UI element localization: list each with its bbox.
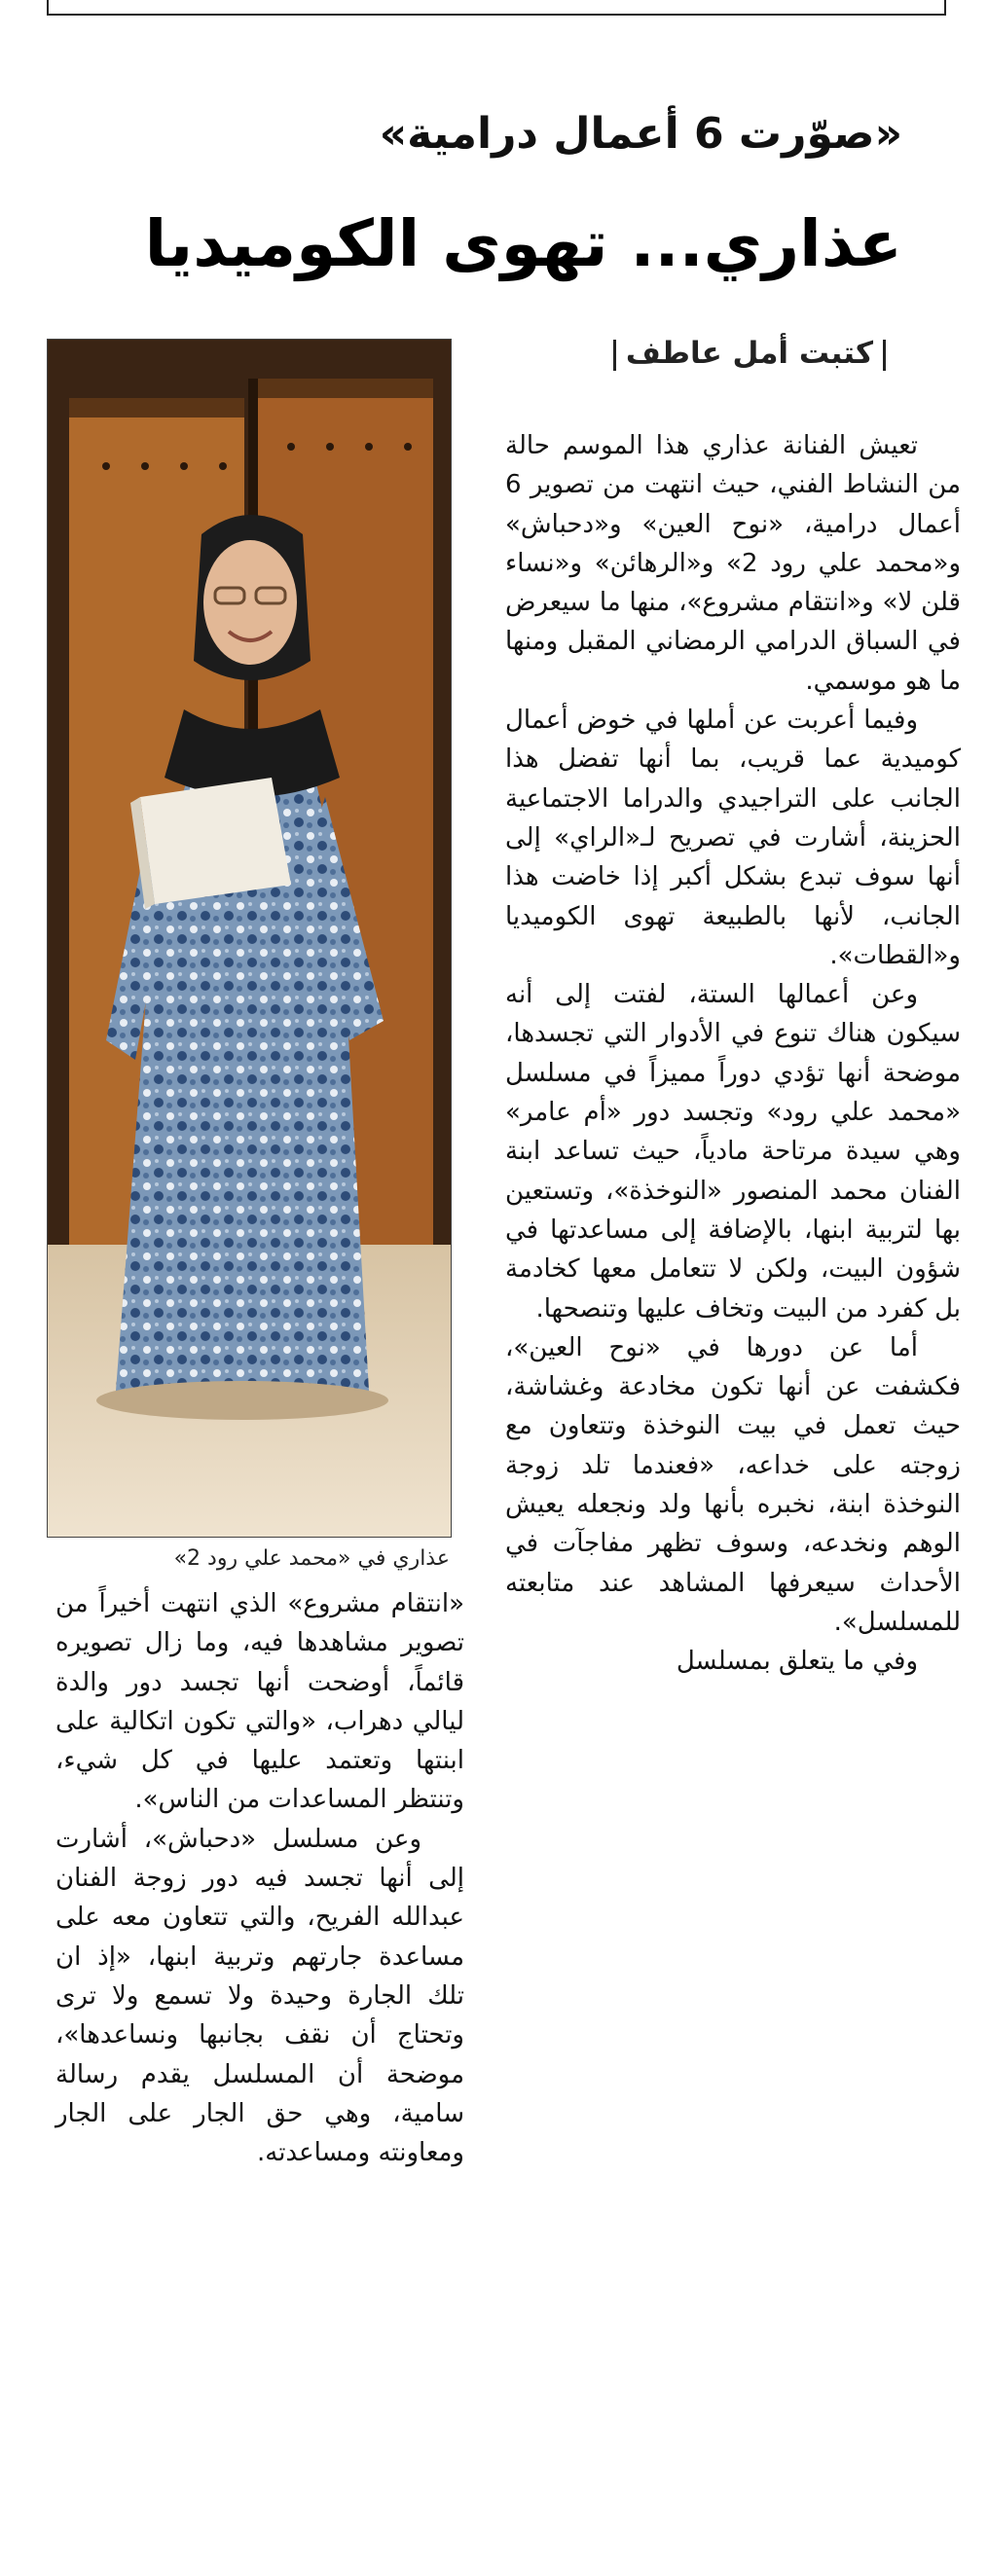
article-kicker: «صوّرت 6 أعمال درامية» xyxy=(379,109,902,159)
byline-bar xyxy=(613,340,616,371)
paragraph: «انتقام مشروع» الذي انتهت أخيراً من تصوير مشاهدها فيه، وما زال تصويره قائماً، أوضحت أنها تجسد دور والدة ليالي دهراب، «والتي تكون اتكالية على ابنتها وتعتمد عليها في كل شيء، وتنتظر المساعدات من الناس». xyxy=(55,1589,464,1815)
paragraph: وفي ما يتعلق بمسلسل xyxy=(676,1647,918,1677)
paragraph: أما عن دورها في «نوح العين»، فكشفت عن أنها تكون مخادعة وغشاشة، حيث تعمل في بيت النوخذة وتتعاون مع زوجته على خداعه، «فعندما تلد زوجة النوخذة ابنة، نخبره بأنها ولد ونجعله يعيش الوهم ونخدعه، وسوف تظهر مفاجآت في الأحداث سيعرفها المشاهد عند متابعته للمسلسل». xyxy=(505,1332,961,1637)
byline-text: كتبت أمل عاطف xyxy=(625,336,873,371)
photo-caption: عذاري في «محمد علي رود 2» xyxy=(173,1546,450,1571)
paragraph: وعن مسلسل «دحباش»، أشارت إلى أنها تجسد فيه دور زوجة الفنان عبدالله الفريح، والتي تتعاون معه على مساعدة جارتهم وتربية ابنها، «إذ ان تلك الجارة وحيدة ولا تسمع ولا ترى وتحتاج أن نقف بجانبها ونساعدها»، موضحة أن المسلسل يقدم رسالة سامية، وهي حق الجار على الجار ومعاونته ومساعدته. xyxy=(55,1824,464,2168)
article-column-left xyxy=(55,1584,464,2172)
article-headline: عذاري... تهوى الكوميديا xyxy=(144,206,902,281)
paragraph: تعيش الفنانة عذاري هذا الموسم حالة من النشاط الفني، حيث انتهت من تصوير 6 أعمال درامية، «نوح العين» و«دحباش» و«محمد علي رود 2» و«الرهائن» و«نساء قلن لا» و«انتقام مشروع»، منها ما سيعرض في السباق الدرامي الرمضاني المقبل ومنها ما هو موسمي. xyxy=(505,431,961,696)
paragraph: وعن أعمالها الستة، لفتت إلى أنه سيكون هناك تنوع في الأدوار التي تجسدها، موضحة أنها تؤدي دوراً مميزاً في مسلسل «محمد علي رود» وتجسد دور «أم عامر» وهي سيدة مرتاحة مادياً، حيث تساعد ابنة الفنان محمد المنصور «النوخذة»، وتستعين بها لتربية ابنها، بالإضافة إلى مساعدتها في شؤون البيت، ولكن لا تتعامل معها كخادمة بل كفرد من البيت وتخاف عليها وتنصحها. xyxy=(505,980,961,1324)
byline-bar xyxy=(883,340,886,371)
article-column-right xyxy=(505,426,961,1682)
woman-by-door-photo xyxy=(48,340,451,1537)
byline xyxy=(438,331,896,376)
top-frame-rule xyxy=(47,0,946,16)
article-photo xyxy=(47,339,452,1538)
paragraph: وفيما أعربت عن أملها في خوض أعمال كوميدية عما قريب، بما أنها تفضل هذا الجانب على التراجيدي والدراما الاجتماعية الحزينة، أشارت في تصريح لـ«الراي» إلى أنها سوف تبدع بشكل أكبر إذا خاضت هذا الجانب، لأنها بالطبيعة تهوى الكوميديا و«القطات». xyxy=(505,706,961,970)
